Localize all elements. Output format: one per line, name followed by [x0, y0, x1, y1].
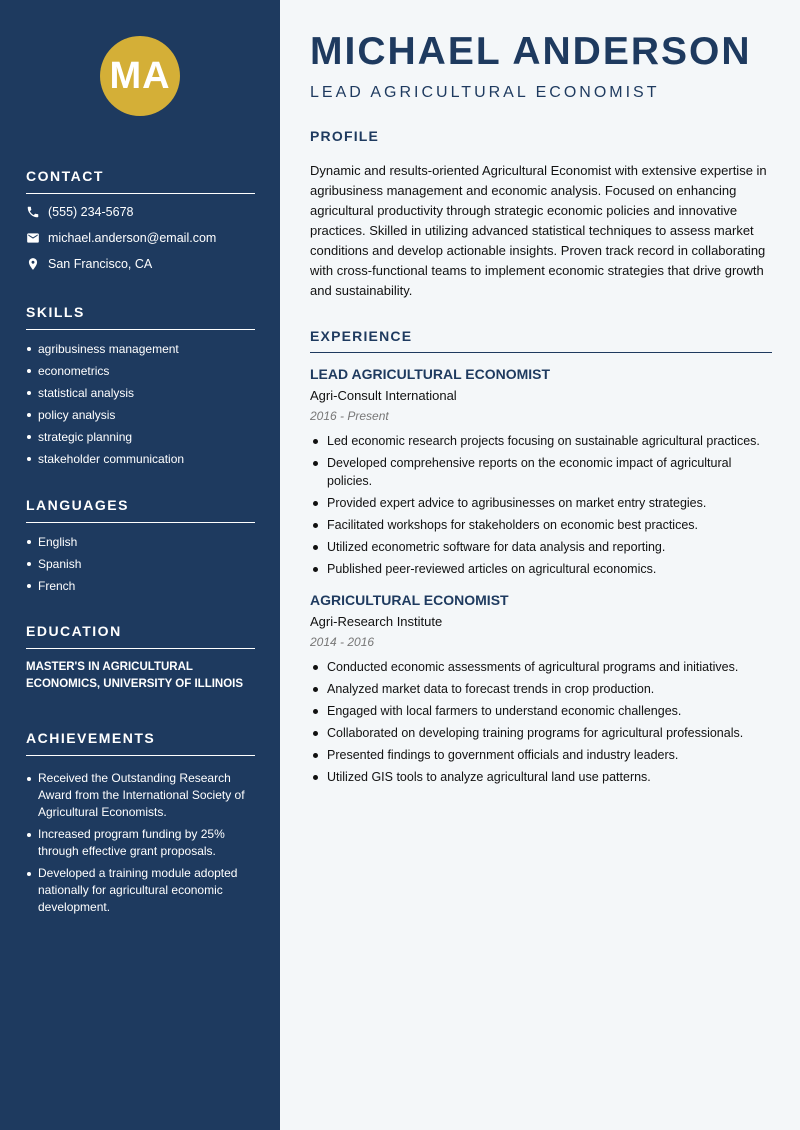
skill-item: stakeholder communication: [26, 448, 255, 470]
job-bullet: Facilitated workshops for stakeholders on economic best practices.: [310, 516, 772, 534]
skills-title: SKILLS: [26, 304, 255, 330]
job-title: LEAD AGRICULTURAL ECONOMIST: [310, 366, 551, 382]
profile-section: [310, 128, 772, 301]
experience-section: [310, 328, 772, 790]
education-section: [26, 623, 255, 693]
phone-icon: [26, 205, 40, 219]
job-bullet: Led economic research projects focusing on sustainable agricultural practices.: [310, 432, 772, 450]
language-item: French: [26, 575, 255, 597]
experience-title: EXPERIENCE: [310, 328, 772, 353]
profile-title: PROFILE: [310, 128, 380, 144]
achievement-item: Received the Outstanding Research Award from the International Society of Agricultural Economists.: [26, 770, 255, 821]
avatar: [100, 36, 180, 116]
achievement-item: Increased program funding by 25% through effective grant proposals.: [26, 826, 255, 860]
skills-section: [26, 304, 255, 470]
language-item: English: [26, 531, 255, 553]
job-bullet: Utilized econometric software for data analysis and reporting.: [310, 538, 772, 556]
job-company: Agri-Consult International: [310, 388, 457, 403]
job-bullet: Presented findings to government officials and industry leaders.: [310, 746, 772, 764]
avatar-initials: MA: [109, 54, 171, 97]
person-role: LEAD AGRICULTURAL ECONOMIST: [310, 84, 660, 101]
job-title: AGRICULTURAL ECONOMIST: [310, 592, 509, 608]
job-bullet: Published peer-reviewed articles on agricultural economics.: [310, 560, 772, 578]
job-period: 2016 - Present: [310, 409, 389, 423]
job-bullet: Provided expert advice to agribusinesses on market entry strategies.: [310, 494, 772, 512]
skill-item: econometrics: [26, 360, 255, 382]
phone-text: (555) 234-5678: [48, 205, 134, 219]
job-entry: [310, 592, 772, 786]
contact-section: [26, 168, 255, 277]
achievements-section: [26, 730, 255, 921]
skill-item: policy analysis: [26, 404, 255, 426]
person-name: MICHAEL ANDERSON: [310, 30, 752, 73]
job-entry: [310, 366, 772, 578]
job-bullet: Collaborated on developing training programs for agricultural professionals.: [310, 724, 772, 742]
skills-list: [26, 338, 255, 470]
skill-item: statistical analysis: [26, 382, 255, 404]
contact-phone: [26, 199, 255, 225]
languages-title: LANGUAGES: [26, 497, 255, 523]
job-bullets: [310, 658, 772, 786]
job-bullet: Utilized GIS tools to analyze agricultural land use patterns.: [310, 768, 772, 786]
profile-text: Dynamic and results-oriented Agricultural Economist with extensive expertise in agribusiness management and economic analysis. Focused on enhancing agricultural productivity through strategic economic policies and innovative practices. Skilled in utilizing advanced statistical techniques to assess market conditions and develop actionable insights. Proven track record in collaborating with cross-functional teams to implement economic strategies that drive growth and sustainability.: [310, 163, 767, 298]
job-period: 2014 - 2016: [310, 635, 375, 649]
location-pin-icon: [26, 257, 40, 271]
job-bullet: Engaged with local farmers to understand economic challenges.: [310, 702, 772, 720]
mail-icon: [26, 231, 40, 245]
contact-email: [26, 225, 255, 251]
achievements-list: [26, 770, 255, 916]
language-item: Spanish: [26, 553, 255, 575]
achievements-title: ACHIEVEMENTS: [26, 730, 255, 756]
education-entry: MASTER'S IN AGRICULTURAL ECONOMICS, UNIVERSITY OF ILLINOIS: [26, 661, 244, 690]
skill-item: agribusiness management: [26, 338, 255, 360]
job-company: Agri-Research Institute: [310, 614, 443, 629]
location-text: San Francisco, CA: [48, 257, 153, 271]
job-bullets: [310, 432, 772, 578]
email-text: michael.anderson@email.com: [48, 231, 217, 245]
job-bullet: Conducted economic assessments of agricultural programs and initiatives.: [310, 658, 772, 676]
languages-section: [26, 497, 255, 597]
job-bullet: Analyzed market data to forecast trends in crop production.: [310, 680, 772, 698]
sidebar: [0, 0, 280, 1130]
achievement-item: Developed a training module adopted nationally for agricultural economic development.: [26, 865, 255, 916]
languages-list: [26, 531, 255, 597]
education-title: EDUCATION: [26, 623, 255, 649]
job-bullet: Developed comprehensive reports on the economic impact of agricultural policies.: [310, 454, 772, 490]
contact-location: [26, 251, 255, 277]
skill-item: strategic planning: [26, 426, 255, 448]
contact-title: CONTACT: [26, 168, 255, 194]
